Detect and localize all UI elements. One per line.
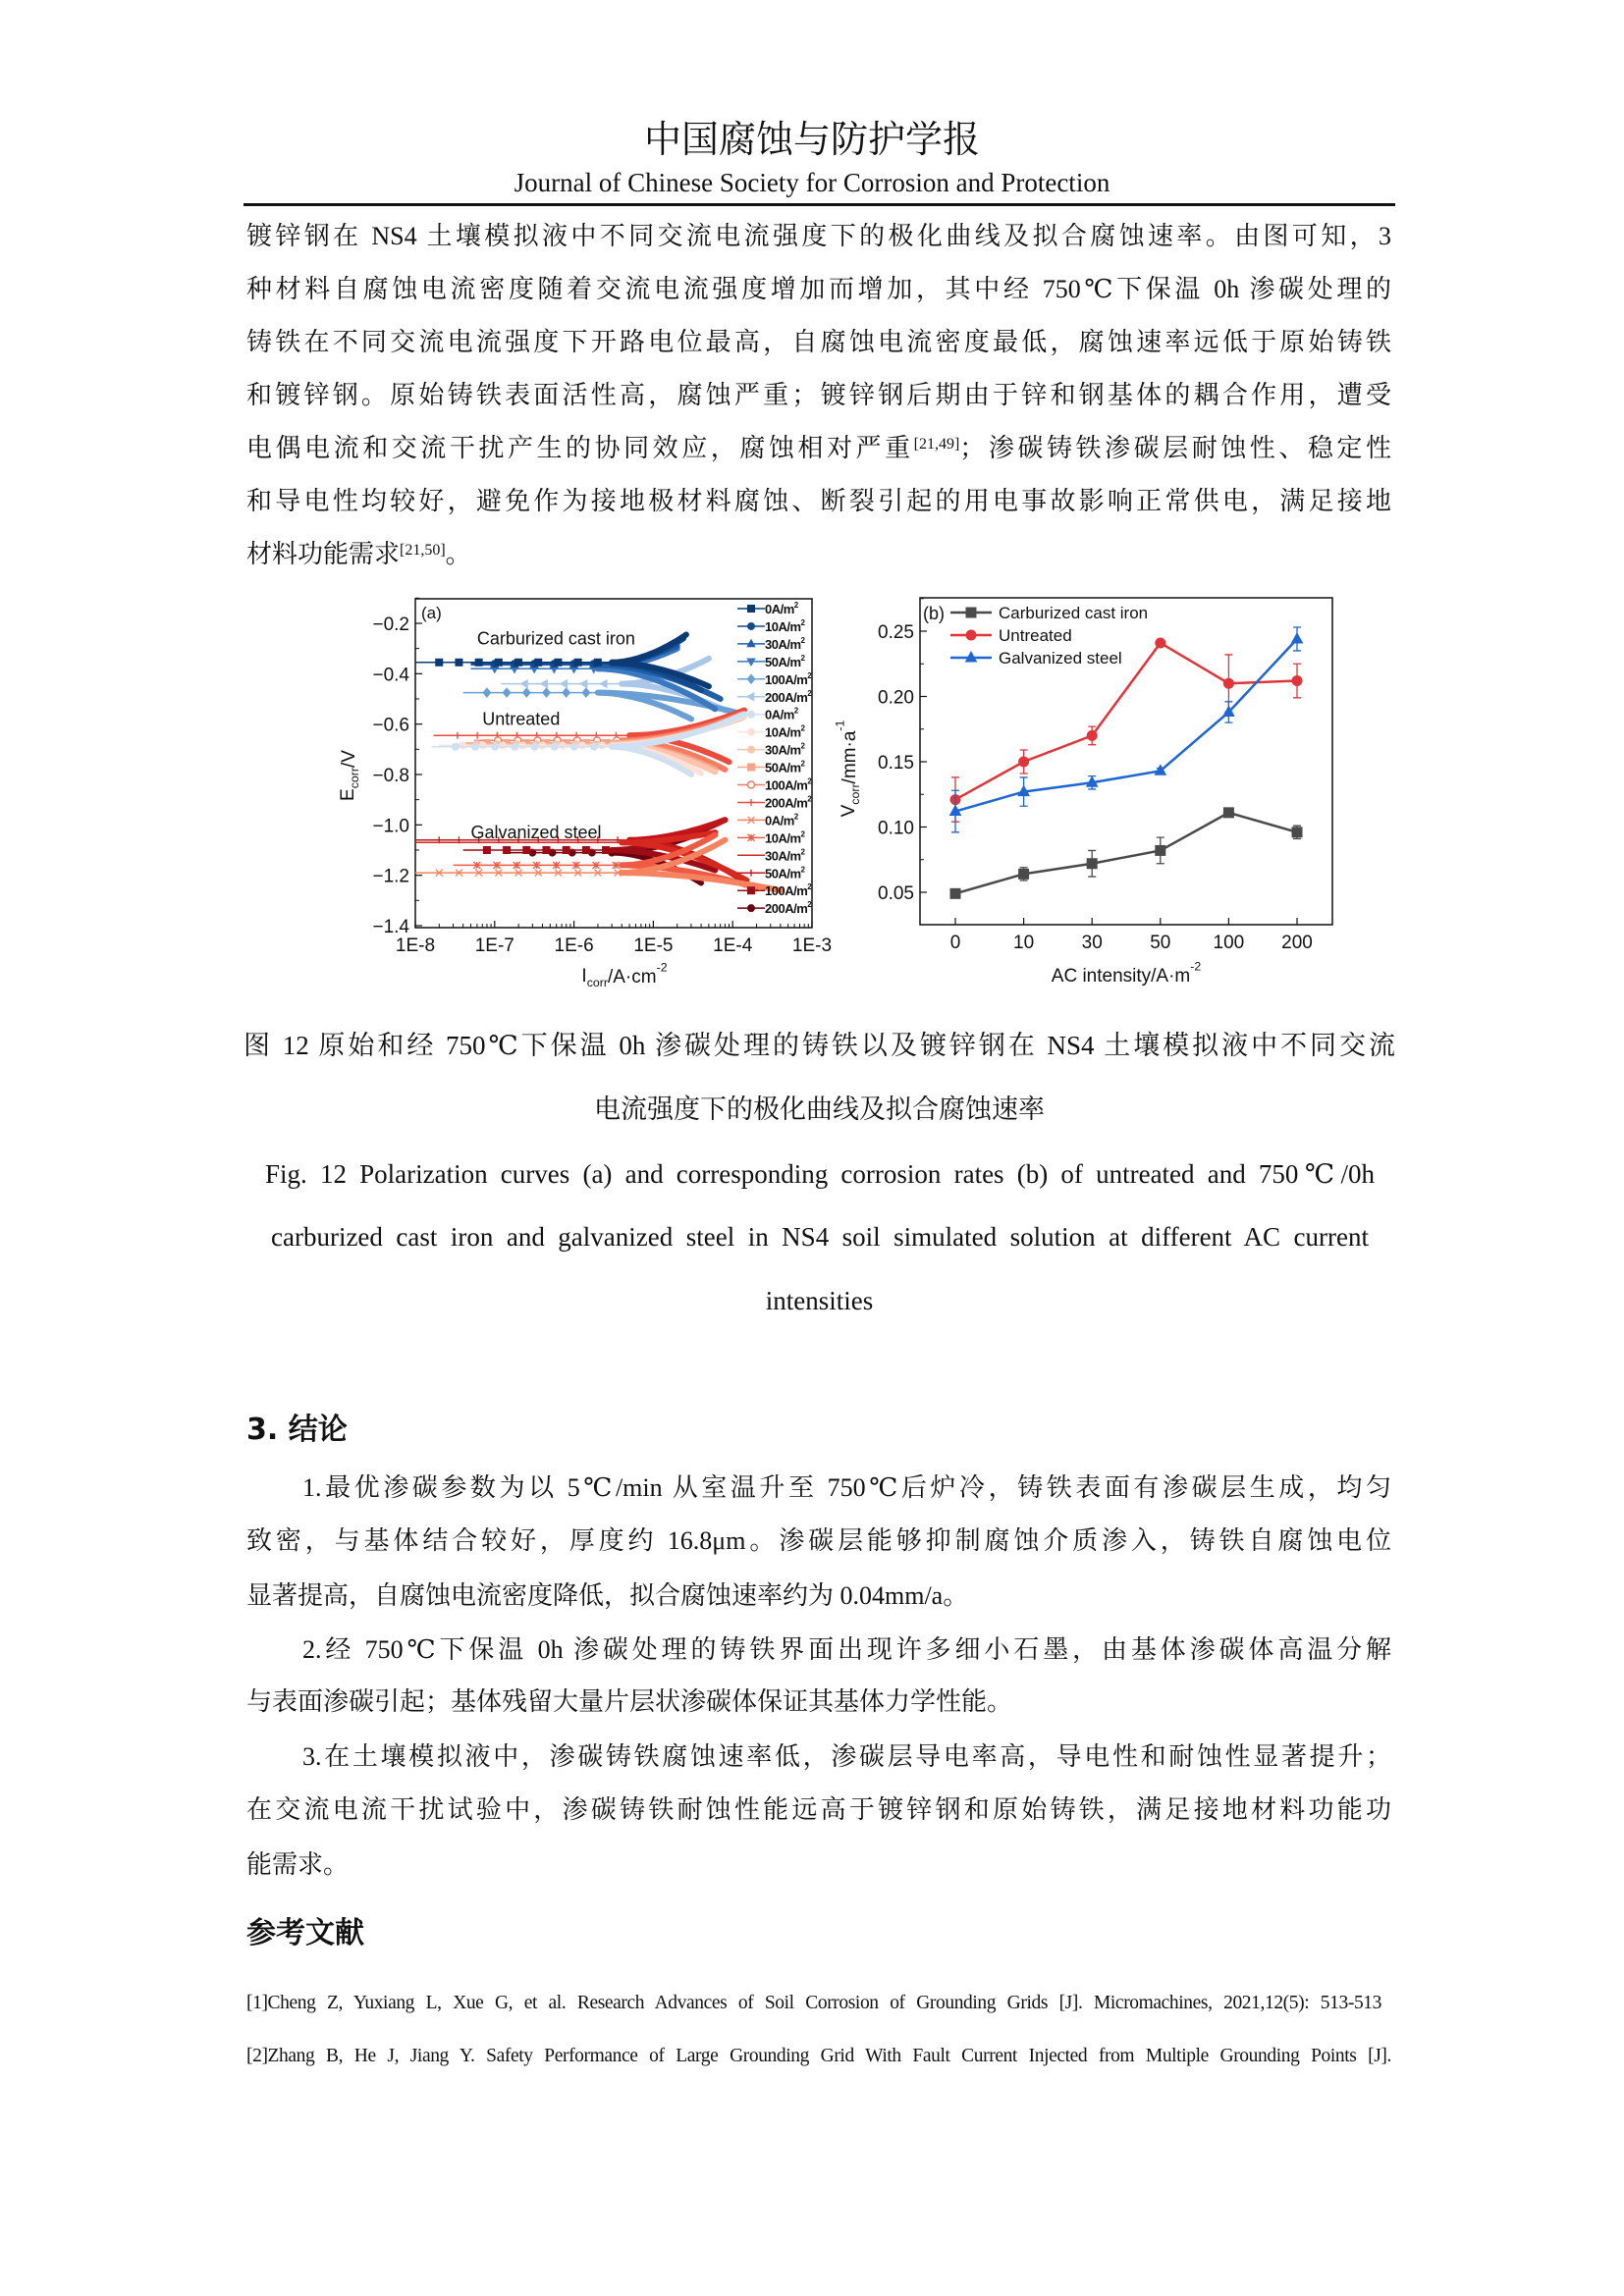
conclusion-line: 在交流电流干扰试验中，渗碳铸铁耐蚀性能远高于镀锌钢和原始铸铁，满足接地材料功能功 xyxy=(246,1795,1391,1824)
legend-label: $50A/m^2$ xyxy=(765,653,805,669)
data-point xyxy=(1087,859,1097,869)
panel-label: (a) xyxy=(421,604,442,622)
figure-caption-cn: 电流强度下的极化曲线及拟合腐蚀速率 xyxy=(594,1095,1045,1124)
conclusion-line: 2.经 750℃下保温 0h 渗碳处理的铸铁界面出现许多细小石墨，由基体渗碳体高温分解 xyxy=(302,1635,1391,1664)
group-label: Carburized cast iron xyxy=(476,628,635,649)
body-line: 种材料自腐蚀电流密度随着交流电流强度增加而增加，其中经 750℃下保温 0h 渗碳处理的 xyxy=(246,275,1391,303)
section-heading-references: 参考文献 xyxy=(246,1916,364,1950)
y-tick-label: −1.2 xyxy=(372,866,409,887)
legend-label: $30A/m^2$ xyxy=(765,741,805,758)
y-tick-label: −1.4 xyxy=(372,917,409,937)
figure-caption-en: intensities xyxy=(765,1286,874,1315)
section-heading-conclusion: 3. 结论 xyxy=(246,1413,348,1447)
x-tick-label: 30 xyxy=(1081,933,1103,953)
data-point xyxy=(1087,730,1097,740)
data-point xyxy=(1223,678,1233,688)
figure-caption-en: Fig. 12 Polarization curves (a) and corresponding corrosion rates (b) of untreated and 750℃/0h xyxy=(265,1159,1375,1189)
corrosion-rate-chart xyxy=(0,0,1624,1001)
x-tick-label: 10 xyxy=(1013,933,1035,953)
y-tick-label: −0.6 xyxy=(372,715,409,736)
legend-label: $50A/m^2$ xyxy=(765,865,805,881)
legend-label: $0A/m^2$ xyxy=(765,706,798,722)
legend-label: $10A/m^2$ xyxy=(765,723,805,740)
x-tick-label: 1E-6 xyxy=(554,935,594,956)
body-line: 铸铁在不同交流电流强度下开路电位最高，自腐蚀电流密度最低，腐蚀速率远低于原始铸铁 xyxy=(246,328,1391,356)
legend-label: $100A/m^2$ xyxy=(765,776,812,793)
y-tick-label: −0.8 xyxy=(372,766,409,786)
x-tick-label: 200 xyxy=(1281,933,1313,953)
legend-label: Galvanized steel xyxy=(999,649,1122,667)
legend-label: $200A/m^2$ xyxy=(765,794,812,811)
conclusion-line: 与表面渗碳引起；基体残留大量片层状渗碳体保证其基体力学性能。 xyxy=(246,1687,1013,1716)
x-tick-label: 1E-7 xyxy=(474,935,514,956)
y-tick-label: 0.05 xyxy=(878,883,914,904)
group-label: Untreated xyxy=(482,709,561,729)
body-line: 和导电性均较好，避免作为接地极材料腐蚀、断裂引起的用电事故影响正常供电，满足接地 xyxy=(246,487,1391,515)
legend-marker xyxy=(966,630,976,640)
y-tick-label: 0.20 xyxy=(878,687,914,709)
data-point xyxy=(1019,869,1029,879)
legend-label: $200A/m^2$ xyxy=(765,688,812,705)
y-tick-label: 0.25 xyxy=(878,622,914,643)
reference-item: [2]Zhang B, He J, Jiang Y. Safety Performance of Large Grounding Grid With Fault Current Injected from Multiple Grounding Points [J]. xyxy=(246,2046,1391,2066)
body-line: 镀锌钢在 NS4 土壤模拟液中不同交流电流强度下的极化曲线及拟合腐蚀速率。由图可知，3 xyxy=(246,222,1391,250)
body-text: ；渗碳铸铁渗碳层耐蚀性、稳定性 xyxy=(959,434,1391,462)
data-point xyxy=(1292,676,1302,686)
conclusion-line: 3.在土壤模拟液中，渗碳铸铁腐蚀速率低，渗碳层导电率高，导电性和耐蚀性显著提升； xyxy=(302,1742,1391,1771)
legend-label: $10A/m^2$ xyxy=(765,617,805,634)
y-tick-label: 0.10 xyxy=(878,818,914,839)
citation: [21,50] xyxy=(400,542,446,559)
body-text: 材料功能需求 xyxy=(246,540,401,568)
conclusion-line: 显著提高，自腐蚀电流密度降低，拟合腐蚀速率约为 0.04mm/a。 xyxy=(246,1581,969,1610)
y-tick-label: −0.4 xyxy=(372,665,409,686)
y-tick-label: −0.2 xyxy=(372,614,409,635)
x-tick-label: 1E-4 xyxy=(713,935,753,956)
data-point xyxy=(950,888,960,898)
journal-title-cn: 中国腐蚀与防护学报 xyxy=(643,120,980,161)
x-tick-label: 1E-8 xyxy=(395,935,436,956)
conclusion-line: 能需求。 xyxy=(246,1850,350,1879)
plot-frame xyxy=(920,598,1332,925)
data-point xyxy=(1156,845,1165,855)
conclusion-line: 1.最优渗碳参数为以 5℃/min 从室温升至 750℃后炉冷，铸铁表面有渗碳层生成，均匀 xyxy=(302,1473,1391,1502)
data-point xyxy=(1156,638,1165,648)
conclusion-line: 致密，与基体结合较好，厚度约 16.8μm。渗碳层能够抑制腐蚀介质渗入，铸铁自腐蚀电位 xyxy=(246,1526,1391,1555)
group-label: Galvanized steel xyxy=(470,823,602,843)
x-tick-label: 50 xyxy=(1150,933,1171,953)
y-tick-label: −1.0 xyxy=(372,816,409,837)
reference-item: [1]Cheng Z, Yuxiang L, Xue G, et al. Research Advances of Soil Corrosion of Grounding Grids [J]. Micromachines, 2021,12(5): 513-513 xyxy=(246,1993,1381,2013)
data-point xyxy=(1019,757,1029,767)
body-text: 。 xyxy=(445,540,471,568)
body-text: 电偶电流和交流干扰产生的协同效应，腐蚀相对严重 xyxy=(246,434,914,462)
x-tick-label: 100 xyxy=(1213,933,1245,953)
legend-label: $0A/m^2$ xyxy=(765,812,798,828)
legend-label: $50A/m^2$ xyxy=(765,759,805,775)
x-axis-label: $I_{corr}/A\cdot cm^{-2}$ xyxy=(581,960,668,989)
legend-label: $200A/m^2$ xyxy=(765,900,812,917)
legend-label: $100A/m^2$ xyxy=(765,882,812,899)
legend-marker xyxy=(966,608,976,617)
body-line: 和镀锌钢。原始铸铁表面活性高，腐蚀严重；镀锌钢后期由于锌和钢基体的耦合作用，遭受 xyxy=(246,381,1391,409)
journal-title-en: Journal of Chinese Society for Corrosion and Protection xyxy=(514,168,1110,197)
figure-caption-en: carburized cast iron and galvanized steel in NS4 soil simulated solution at different AC current xyxy=(271,1222,1369,1252)
citation: [21,49] xyxy=(913,436,960,453)
x-tick-label: 0 xyxy=(949,933,961,953)
legend-label: Untreated xyxy=(999,626,1072,645)
figure-caption-cn: 图 12 原始和经 750℃下保温 0h 渗碳处理的铸铁以及镀锌钢在 NS4 土壤模拟液中不同交流 xyxy=(244,1031,1395,1060)
data-point xyxy=(1292,828,1302,837)
y-axis-label: $E_{corr}/V$ xyxy=(338,750,361,801)
y-tick-label: 0.15 xyxy=(878,753,914,774)
legend-label: $10A/m^2$ xyxy=(765,829,805,846)
x-tick-label: 1E-5 xyxy=(633,935,674,956)
legend-label: $0A/m^2$ xyxy=(765,601,798,616)
y-axis-label: $V_{corr}/mm\cdot a^{-1}$ xyxy=(833,720,862,818)
legend-label: $30A/m^2$ xyxy=(765,847,805,864)
legend-label: $30A/m^2$ xyxy=(765,635,805,652)
panel-label: (b) xyxy=(923,604,945,623)
x-axis-label: AC intensity/$A\cdot m^{-2}$ xyxy=(1051,959,1202,987)
data-point xyxy=(1223,808,1233,818)
x-tick-label: 1E-3 xyxy=(791,935,833,956)
legend-label: Carburized cast iron xyxy=(999,604,1149,622)
legend-label: $100A/m^2$ xyxy=(765,670,812,687)
